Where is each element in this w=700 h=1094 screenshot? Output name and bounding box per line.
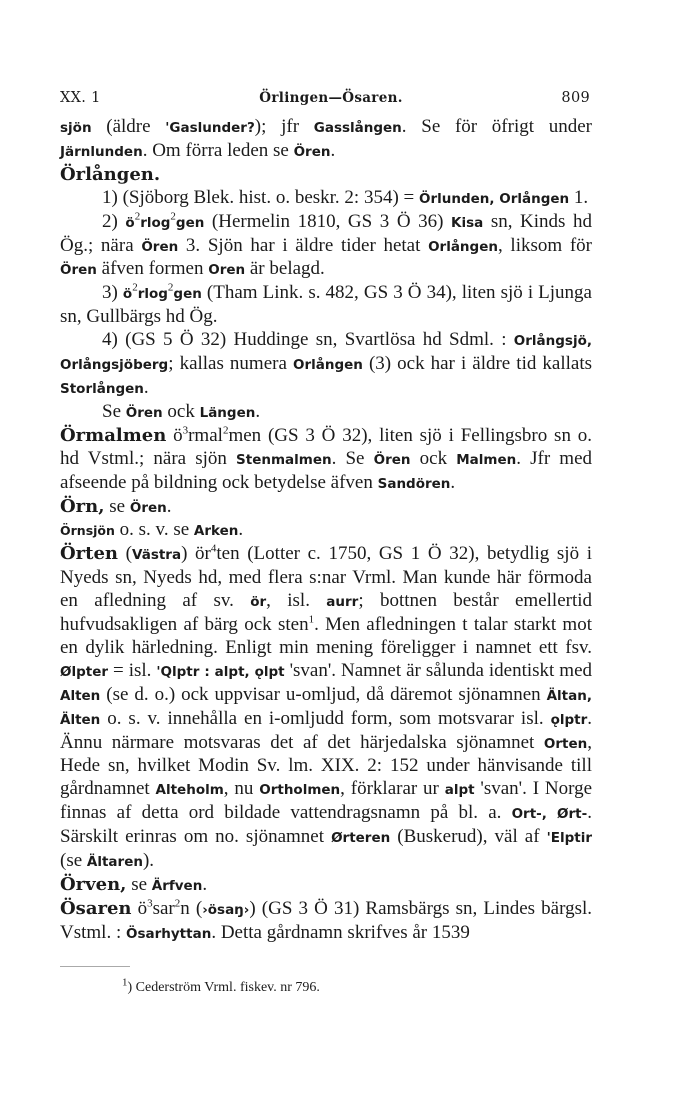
- headword: Örven,: [60, 874, 127, 895]
- text-run: Ören: [125, 404, 163, 421]
- entry-paragraph: [60, 329, 592, 401]
- text-run: , isl.: [266, 590, 327, 612]
- text-run: Ören: [60, 262, 97, 279]
- headword: Örlången.: [60, 163, 161, 185]
- text-run: Ören: [141, 238, 179, 255]
- text-run: Stenmalmen: [236, 451, 332, 468]
- text-run: ten (Lotter c. 1750, GS 1 Ö 32), betydlig sjö i Nyeds sn, Nyeds hd, med flera s:nar Vrml. Man kunde här förmoda en afledning af sv.: [60, 543, 592, 612]
- text-run: Kisa: [451, 214, 484, 231]
- footnote: [60, 977, 592, 1000]
- running-header: [60, 90, 590, 106]
- entry-paragraph: [60, 496, 592, 520]
- text-run: Ølpter: [60, 663, 109, 680]
- entry-paragraph: [60, 211, 592, 283]
- text-run: Örlunden, Orlången: [419, 190, 570, 207]
- superscript: 3: [147, 897, 153, 910]
- text-run: Ören: [373, 451, 411, 468]
- text-run: 3. Sjön har i äldre tider hetat: [178, 234, 429, 256]
- text-run: rmal: [188, 424, 223, 446]
- text-run: se: [126, 874, 152, 895]
- superscript: 1: [308, 613, 315, 626]
- text-run: o. s. v. se: [114, 519, 194, 541]
- text-run: ock: [410, 447, 457, 469]
- text-run: äfven formen: [96, 258, 209, 280]
- text-run: .: [143, 376, 149, 398]
- text-run: alpt: [444, 782, 475, 799]
- entry-paragraph: [60, 425, 592, 496]
- text-run: Ortholmen: [259, 782, 341, 799]
- text-run: = isl.: [108, 659, 157, 681]
- superscript: 2: [132, 282, 138, 295]
- headword: Örmalmen: [60, 424, 167, 446]
- text-run: (Tham Link. s. 482, GS 3 Ö 34), liten sjö i Ljunga sn, Gullbärgs hd Ög.: [60, 282, 592, 328]
- footnote-rule: [60, 966, 130, 967]
- text-run: Orlången: [292, 357, 363, 374]
- text-run: 'svan'. I Norge finnas af detta ord bildade vattendragsnamn på bl. a.: [60, 778, 593, 824]
- text-run: . Se: [331, 447, 374, 469]
- text-run: .: [202, 874, 208, 895]
- headword: Ösaren: [60, 897, 132, 919]
- text-run: gen: [175, 214, 205, 231]
- text-run: 1) (Sjöborg Blek. hist. o. beskr. 2: 354) =: [102, 186, 419, 208]
- footnote-mark: 1: [122, 976, 128, 989]
- text-run: (: [118, 543, 132, 565]
- text-run: Ösarhyttan: [125, 925, 212, 942]
- text-run: .: [166, 495, 172, 517]
- text-run: o. s. v. innehålla en i-omljudd form, som motsvarar isl.: [100, 707, 551, 729]
- text-run: ); jfr: [254, 116, 314, 137]
- text-run: ; bottnen består emellertid hufvudsakligen af bärg ock sten: [60, 590, 593, 636]
- text-run: Ärfven: [151, 878, 203, 894]
- text-run: ö: [166, 424, 183, 446]
- text-run: (se: [60, 850, 87, 872]
- text-run: . Om förra leden se: [142, 139, 294, 161]
- text-run: 2): [102, 210, 126, 232]
- text-run: (se d. o.) ock uppvisar u-omljud, då däremot sjönamnen: [100, 683, 547, 705]
- text-run: sjön: [60, 120, 92, 136]
- text-run: ǫlptr: [550, 711, 588, 728]
- superscript: 2: [134, 210, 141, 223]
- text-run: Längen: [199, 404, 256, 421]
- paragraph-list: [60, 116, 592, 946]
- entry-paragraph: [60, 874, 592, 898]
- text-run: Alteholm: [155, 782, 224, 799]
- text-run: Järnlunden: [60, 143, 143, 160]
- text-run: Ören: [293, 143, 331, 160]
- text-run: 'svan'. Namnet är sålunda identiskt med: [284, 659, 592, 681]
- text-run: . Särskilt erinras om no. sjönamnet: [60, 802, 592, 848]
- text-run: . Se för öfrigt under: [401, 116, 592, 137]
- text-run: men (GS 3 Ö 32), liten sjö i Fellingsbro sn o. hd Vstml.; nära sjön: [60, 424, 592, 469]
- superscript: 3: [182, 424, 189, 437]
- text-run: ö: [131, 897, 148, 919]
- text-run: 1.: [569, 186, 589, 208]
- text-run: Gasslången: [313, 120, 402, 136]
- text-run: ock: [162, 400, 200, 422]
- text-run: Orlångsjö, Orlångsjöberg: [60, 333, 592, 374]
- text-run: , förklarar ur: [340, 778, 445, 800]
- page-title: Örlingen—Ösaren.: [259, 90, 403, 106]
- text-run: ) (GS 3 Ö 31) Ramsbärgs sn, Lindes bärgsl. Vstml. :: [60, 897, 593, 943]
- entry-paragraph: [60, 164, 592, 187]
- entry-paragraph: [60, 401, 592, 425]
- text-run: .: [330, 139, 336, 161]
- text-run: Malmen: [456, 451, 517, 468]
- superscript: 2: [167, 282, 174, 295]
- text-run: ; kallas numera: [168, 353, 293, 375]
- text-run: Ørteren: [331, 830, 391, 847]
- superscript: 4: [210, 542, 217, 555]
- text-run: är belagd.: [245, 258, 325, 280]
- text-run: n (: [180, 897, 203, 919]
- entry-paragraph: [60, 898, 592, 946]
- text-run: (Buskerud), väl af: [390, 826, 547, 848]
- text-run: , Hede sn, hvilket Modin Sv. lm. XIX. 2: 152 under hänvisande till gårdnamnet: [60, 731, 592, 800]
- text-run: sn, Kinds hd Ög.; nära: [60, 210, 592, 256]
- text-run: rlog: [140, 214, 171, 231]
- superscript: 2: [174, 897, 181, 910]
- text-run: 3): [102, 282, 123, 304]
- text-run: .: [450, 471, 456, 493]
- entry-paragraph: [60, 519, 592, 543]
- text-run: 'Elptir: [546, 830, 592, 847]
- text-run: rlog: [137, 286, 168, 303]
- text-run: (3) ock har i äldre tid kallats: [362, 353, 592, 375]
- text-run: Orten: [543, 735, 588, 752]
- entry-paragraph: [60, 543, 592, 874]
- text-run: .: [238, 519, 244, 541]
- text-run: ›ösaŋ›: [202, 901, 250, 918]
- text-run: . Ännu närmare motsvaras det af det härjedalska sjönamnet: [60, 707, 592, 753]
- text-run: Ältaren: [86, 854, 143, 871]
- entry-paragraph: [60, 116, 592, 164]
- text-run: Västra: [132, 547, 182, 564]
- section-number: XX. 1: [60, 90, 101, 106]
- entry-paragraph: [60, 282, 592, 329]
- text-run: Storlången: [60, 380, 144, 397]
- text-run: . Jfr med afseende på bildning ock betydelse äfven: [60, 447, 592, 493]
- text-run: , liksom för: [497, 234, 592, 256]
- entry-paragraph: [60, 187, 592, 211]
- superscript: 2: [170, 210, 176, 223]
- text-run: Oren: [208, 262, 246, 279]
- text-run: se: [104, 495, 130, 517]
- body-text: [60, 116, 592, 1000]
- text-run: ).: [142, 850, 155, 872]
- text-run: gen: [173, 286, 202, 303]
- text-run: 4) (GS 5 Ö 32) Huddinge sn, Svartlösa hd Sdml. :: [102, 329, 514, 351]
- text-run: Örnsjön: [60, 523, 115, 539]
- text-run: Ältan, Älten: [60, 687, 592, 728]
- text-run: , nu: [223, 778, 260, 800]
- text-run: Ören: [129, 499, 167, 516]
- text-run: 'Qlptr : alpt, ǫlpt: [156, 663, 285, 680]
- text-run: aurr: [326, 594, 359, 611]
- text-run: (Hermelin 1810, GS 3 Ö 36): [204, 210, 452, 232]
- headword: Örten: [60, 543, 119, 565]
- page-number: 809: [561, 90, 590, 106]
- text-run: sar: [152, 897, 175, 919]
- text-run: Se: [102, 400, 126, 422]
- text-run: Orlången: [428, 238, 498, 255]
- text-run: Ort-, Ørt-: [511, 806, 588, 823]
- text-run: ö: [122, 286, 133, 303]
- text-run: ) ör: [181, 543, 211, 565]
- text-run: ö: [125, 214, 135, 231]
- text-run: 'Gaslunder?: [165, 120, 255, 136]
- text-run: Sandören: [377, 475, 451, 492]
- superscript: 2: [222, 424, 229, 437]
- text-run: Arken: [193, 523, 239, 540]
- footnote-text: ) Cederström Vrml. fiskev. nr 796.: [127, 979, 320, 995]
- text-run: ör: [250, 594, 267, 611]
- text-run: Alten: [60, 687, 101, 704]
- text-run: . Detta gårdnamn skrifves år 1539: [211, 921, 470, 943]
- text-run: . Men afledningen t talar starkt mot en dylik härledning. Enligt min mening föreligger i namnet ett fsv.: [60, 614, 592, 658]
- headword: Örn,: [60, 495, 105, 517]
- text-run: .: [255, 400, 261, 422]
- text-run: (äldre: [91, 116, 166, 137]
